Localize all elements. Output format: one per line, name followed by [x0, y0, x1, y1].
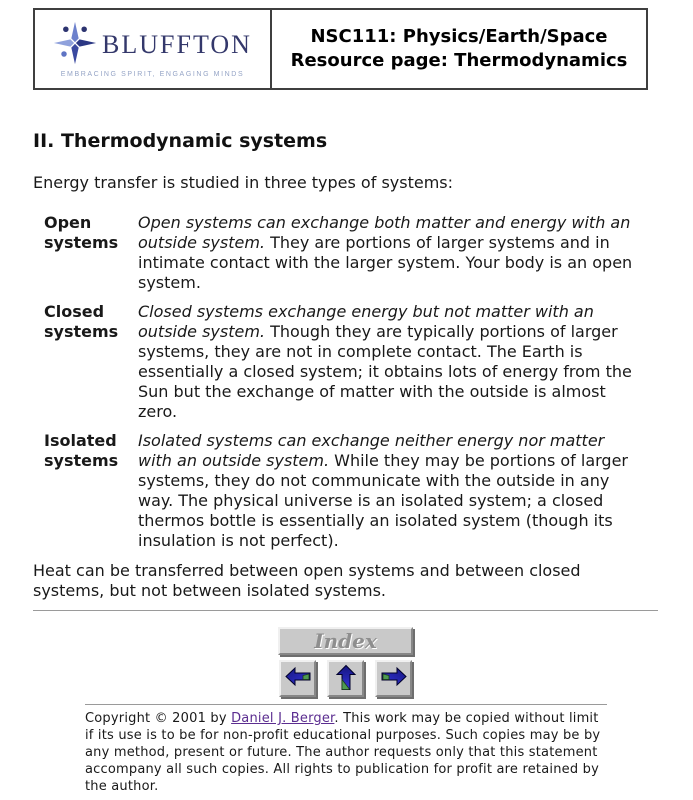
- course-title: [272, 10, 646, 88]
- definition-row-open: [44, 213, 658, 293]
- definition-list: [44, 213, 658, 551]
- definition-row-closed: [44, 302, 658, 422]
- definition-closed-systems: [138, 302, 641, 422]
- copyright-prefix: Copyright © 2001 by: [85, 711, 232, 726]
- course-title-line1: NSC111: Physics/Earth/Space: [310, 26, 608, 47]
- up-arrow-icon: [335, 664, 357, 694]
- footer: [85, 704, 607, 795]
- copyright-suffix: . This work may be copied without limit if its use is to be for non-profit educational purposes. Such copies may be by any method, present or future. The author requests only that this statement accompany all such copies. All rights to publication for profit are retained by the author.: [85, 711, 601, 794]
- term-open-systems: Open systems: [44, 213, 119, 252]
- course-title-line2: Resource page: Thermodynamics: [290, 50, 628, 71]
- definition-lead: Closed systems exchange energy but not matter with an outside system.: [138, 302, 594, 341]
- next-button[interactable]: [375, 660, 412, 697]
- closing-text: Heat can be transferred between open systems and between closed systems, but not between isolated systems.: [33, 561, 581, 600]
- definition-open-systems: [138, 213, 641, 293]
- definition-rest: Though they are typically portions of larger systems, they are not in complete contact. The Earth is essentially a closed system; it obtains lots of energy from the Sun but the exchange of matter with the outside is almost zero.: [138, 322, 632, 421]
- bluffton-star-icon: [53, 21, 97, 69]
- divider: [33, 610, 658, 611]
- copyright-text: [85, 710, 607, 795]
- term-isolated-systems: Isolated systems: [44, 431, 119, 470]
- logo-tagline: EMBRACING SPIRIT, ENGAGING MINDS: [60, 70, 245, 78]
- navigation: [33, 627, 658, 697]
- up-button[interactable]: [327, 660, 364, 697]
- logo-row: [53, 21, 252, 69]
- footer-divider: [85, 704, 607, 705]
- arrow-button-row: [33, 660, 658, 697]
- page-title: II. Thermodynamic systems: [33, 130, 328, 152]
- author-link[interactable]: Daniel J. Berger: [231, 711, 335, 726]
- definition-lead: Isolated systems can exchange neither energy nor matter with an outside system.: [138, 431, 605, 470]
- definition-row-isolated: [44, 431, 658, 551]
- left-arrow-icon: [284, 666, 312, 691]
- definition-isolated-systems: [138, 431, 641, 551]
- logo-name: BLUFFTON: [102, 29, 252, 59]
- term-closed-systems: Closed systems: [44, 302, 119, 341]
- definition-rest: They are portions of larger systems and in intimate contact with the larger system. Your body is an open system.: [138, 233, 633, 292]
- bluffton-logo: [35, 10, 272, 88]
- header: [33, 8, 648, 90]
- definition-lead: Open systems can exchange both matter and energy with an outside system.: [138, 213, 631, 252]
- right-arrow-icon: [380, 666, 408, 691]
- index-button[interactable]: Index: [278, 627, 413, 655]
- definition-rest: While they may be portions of larger systems, they do not communicate with the outside in any way. The physical universe is an isolated system; a closed thermos bottle is essentially an isolated system (though its insulation is not perfect).: [138, 451, 628, 550]
- intro-text: Energy transfer is studied in three types of systems:: [33, 173, 454, 192]
- previous-button[interactable]: [279, 660, 316, 697]
